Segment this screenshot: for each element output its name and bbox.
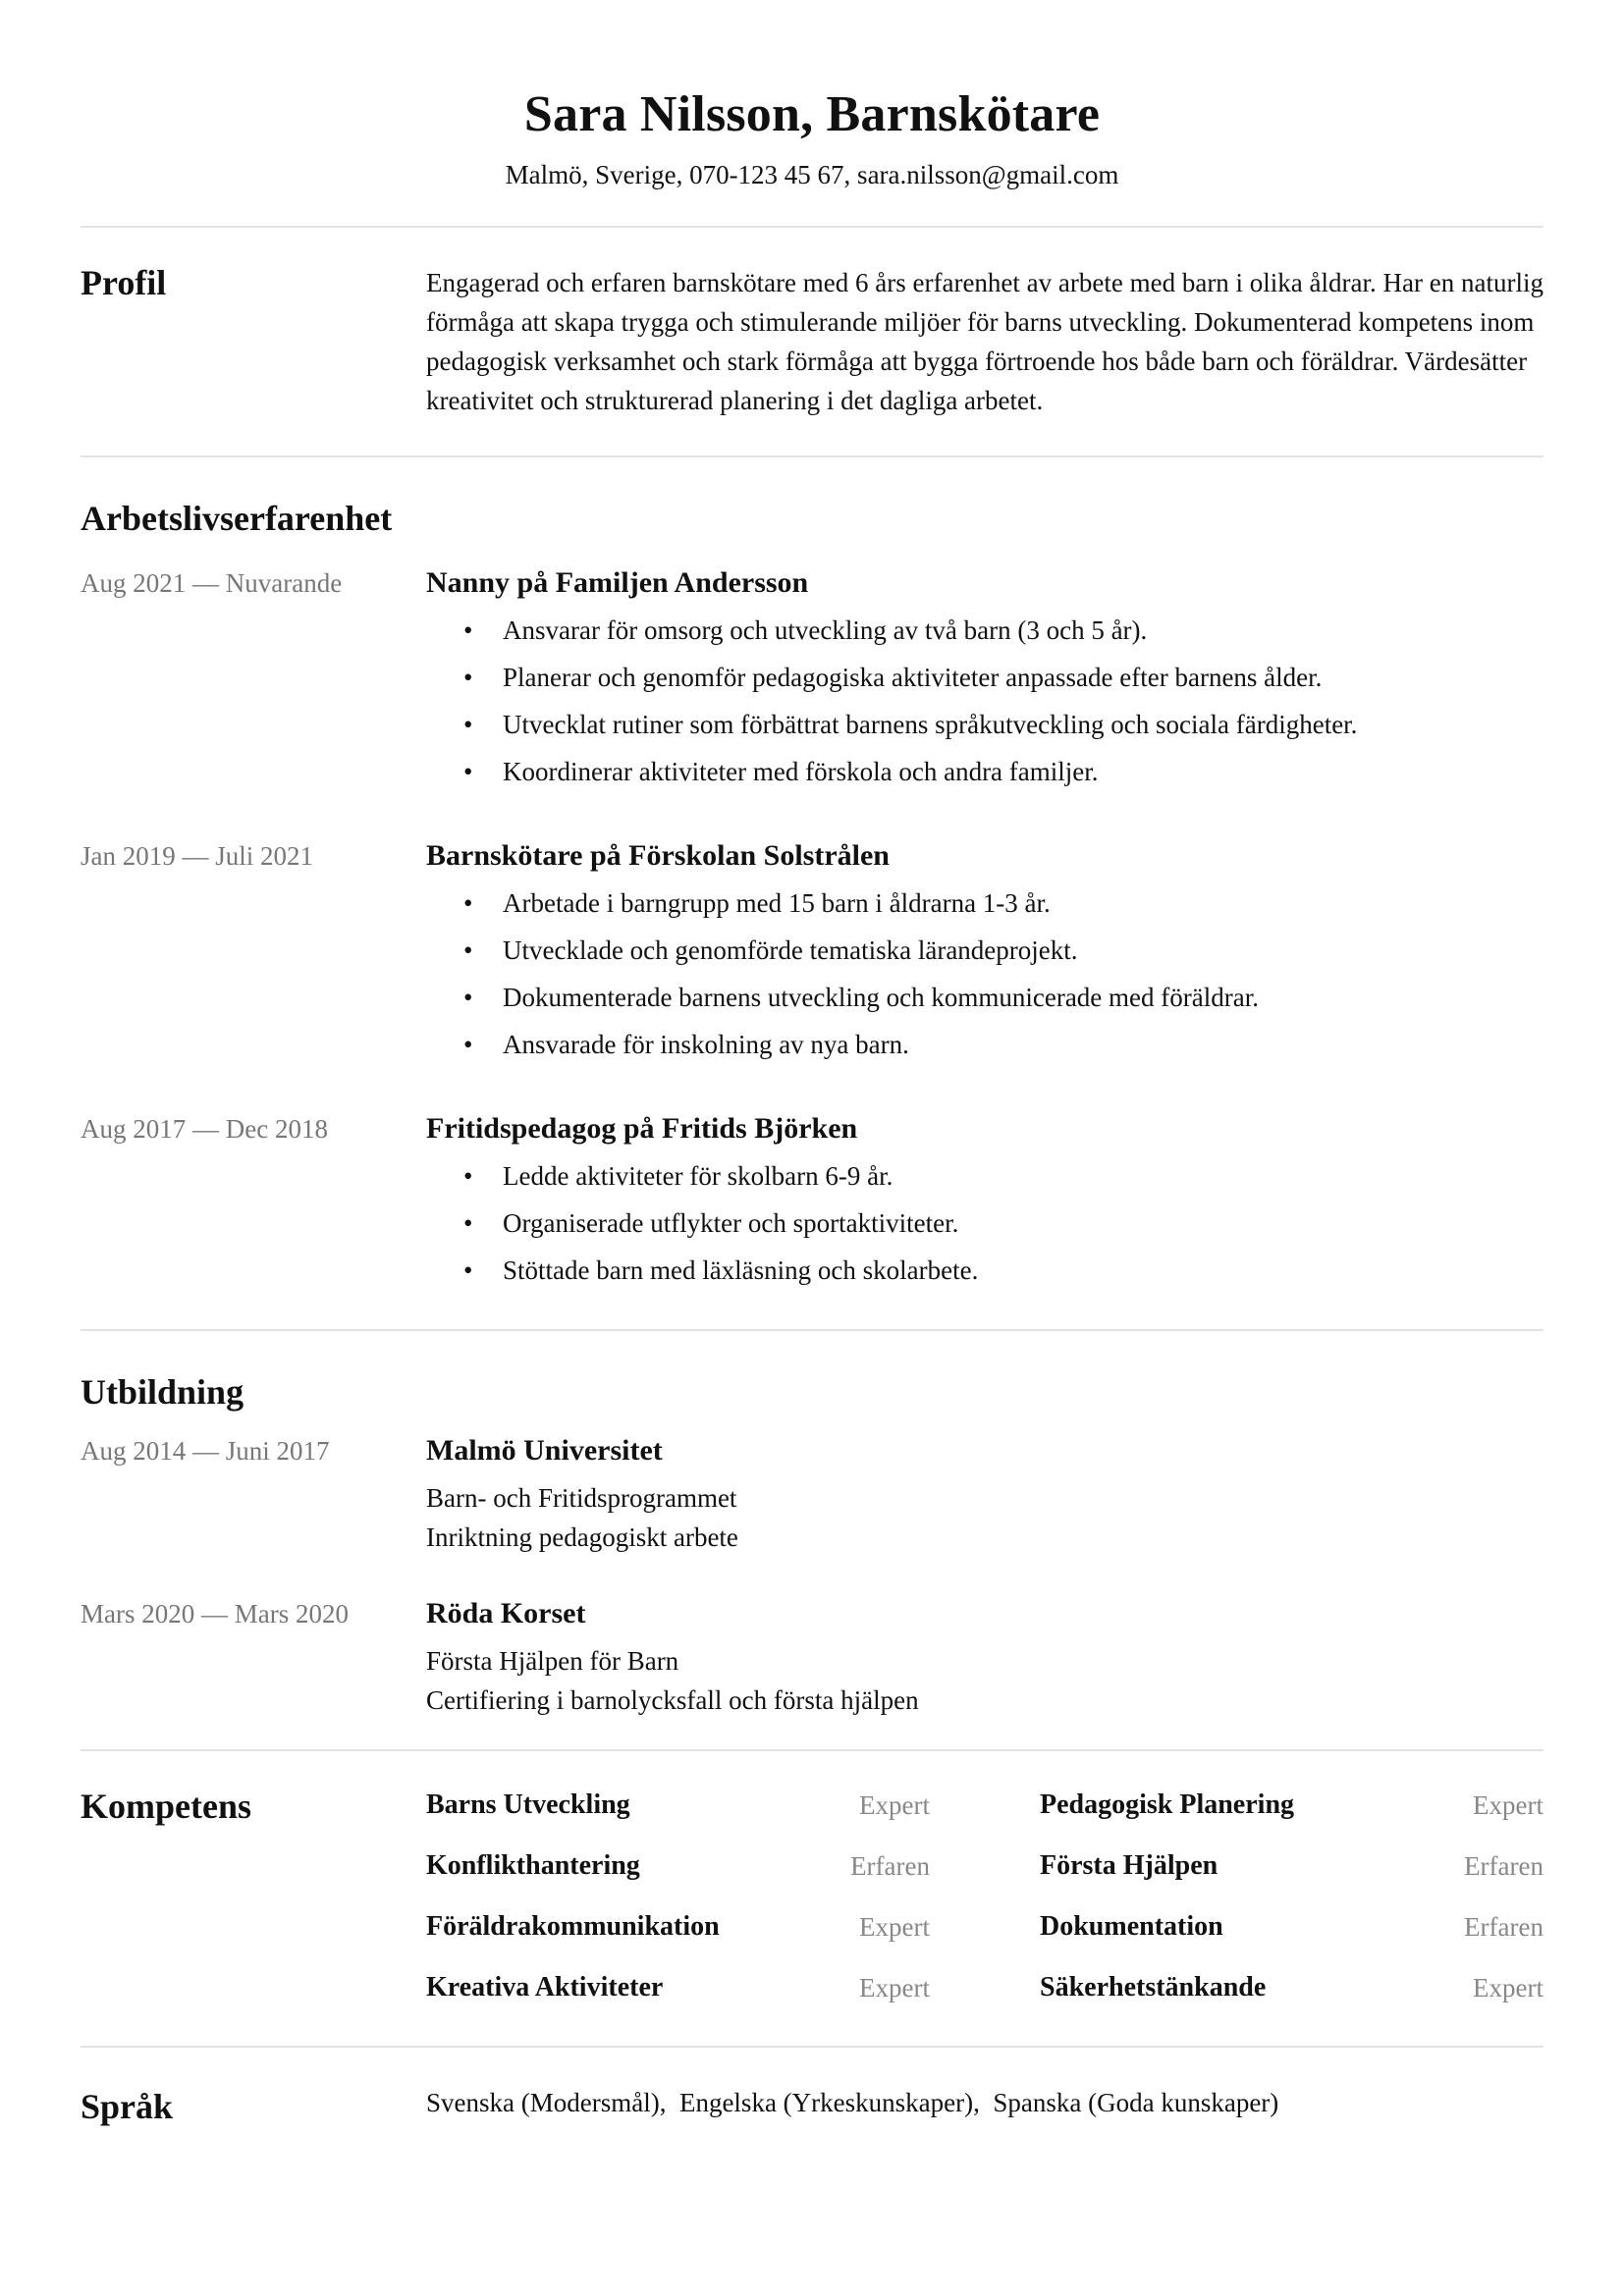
list-item: • Stöttade barn med läxläsning och skolarbete. (463, 1247, 1543, 1294)
skill-level: Erfaren (850, 1851, 930, 1881)
education-entry (81, 1592, 1543, 1720)
program-detail: Certifiering i barnolycksfall och första hjälpen (426, 1685, 919, 1715)
education-date: Mars 2020 — Mars 2020 (81, 1599, 349, 1629)
skill-name: Konflikthantering (426, 1850, 640, 1881)
skill-item (426, 1957, 930, 2018)
skill-item (1040, 1836, 1543, 1896)
skill-level: Expert (859, 1912, 930, 1942)
education-section (81, 1331, 1543, 1749)
skill-name: Föräldrakommunikation (426, 1911, 720, 1942)
skill-level: Erfaren (1464, 1912, 1543, 1942)
job-title: Barnskötare på Förskolan Solstrålen (426, 839, 890, 872)
job-date: Jan 2019 — Juli 2021 (81, 841, 314, 871)
experience-section (81, 457, 1543, 1329)
skill-level: Expert (1473, 1973, 1543, 2002)
list-item: • Ansvarade för inskolning av nya barn. (463, 1021, 1543, 1068)
skill-item (426, 1836, 930, 1896)
profile-text: Engagerad och erfaren barnskötare med 6 års erfarenhet av arbete med barn i olika åldrar. Har en naturlig förmåga att skapa trygga och stimulerande miljöer för barns utveckling. Dokumenterad kompetens inom pedagogisk verksamhet och stark förmåga att bygga förtroende hos både barn och föräldrar. Värdesätter kreativitet och strukturerad planering i det dagliga arbetet. (426, 268, 1543, 415)
list-item: • Arbetade i barngrupp med 15 barn i åldrarna 1-3 år. (463, 880, 1543, 927)
job-entry (81, 561, 1543, 795)
list-item: • Koordinerar aktiviteter med förskola och andra familjer. (463, 748, 1543, 795)
profile-title: Profil (81, 263, 167, 302)
list-item: • Ledde aktiviteter för skolbarn 6-9 år. (463, 1152, 1543, 1200)
job-entry (81, 834, 1543, 1068)
education-title: Utbildning (81, 1372, 244, 1412)
program-detail: Inriktning pedagogiskt arbete (426, 1522, 738, 1552)
experience-title: Arbetslivserfarenhet (81, 499, 393, 538)
list-item: • Planerar och genomför pedagogiska aktiviteter anpassade efter barnens ålder. (463, 654, 1543, 701)
school-name: Röda Korset (426, 1597, 586, 1629)
skill-level: Erfaren (1464, 1851, 1543, 1881)
skills-section (81, 1751, 1543, 2046)
resume-header (81, 0, 1543, 192)
school-name: Malmö Universitet (426, 1434, 663, 1467)
list-item: • Organiserade utflykter och sportaktiviteter. (463, 1200, 1543, 1247)
language-item: Spanska (Goda kunskaper) (993, 2088, 1279, 2117)
education-date: Aug 2014 — Juni 2017 (81, 1436, 330, 1466)
skill-item (1040, 1775, 1543, 1836)
languages-section (81, 2048, 1543, 2130)
program-name: Första Hjälpen för Barn (426, 1646, 679, 1676)
languages-list: Svenska (Modersmål), Engelska (Yrkeskunskaper), Spanska (Goda kunskaper) (426, 2088, 1279, 2117)
skill-name: Dokumentation (1040, 1911, 1223, 1942)
job-bullets (426, 1152, 1543, 1294)
list-item: • Dokumenterade barnens utveckling och kommunicerade med föräldrar. (463, 974, 1543, 1021)
program-name: Barn- och Fritidsprogrammet (426, 1483, 737, 1513)
skill-name: Kreativa Aktiviteter (426, 1972, 664, 2002)
skill-item (426, 1896, 930, 1957)
languages-title: Språk (81, 2087, 174, 2126)
job-date: Aug 2017 — Dec 2018 (81, 1114, 328, 1144)
job-entry (81, 1107, 1543, 1294)
skill-item (426, 1775, 930, 1836)
list-item: • Utvecklade och genomförde tematiska lärandeprojekt. (463, 927, 1543, 974)
profile-section (81, 228, 1543, 455)
skill-level: Expert (859, 1790, 930, 1820)
candidate-name: Sara Nilsson, Barnskötare (523, 86, 1101, 142)
job-title: Fritidspedagog på Fritids Björken (426, 1112, 858, 1145)
skills-title: Kompetens (81, 1787, 251, 1826)
contact-info: Malmö, Sverige, 070-123 45 67, sara.nilsson@gmail.com (505, 160, 1119, 189)
list-item: • Utvecklat rutiner som förbättrat barnens språkutveckling och sociala färdigheter. (463, 701, 1543, 748)
language-item: Svenska (Modersmål) (426, 2088, 660, 2117)
skill-name: Barns Utveckling (426, 1789, 630, 1820)
language-item: Engelska (Yrkeskunskaper) (678, 2088, 974, 2117)
skills-grid (426, 1775, 1543, 2018)
skill-item (1040, 1957, 1543, 2018)
job-bullets (426, 880, 1543, 1068)
skill-name: Pedagogisk Planering (1040, 1789, 1295, 1820)
skill-level: Expert (1473, 1790, 1543, 1820)
skill-name: Säkerhetstänkande (1040, 1972, 1267, 2002)
skill-name: Första Hjälpen (1040, 1850, 1218, 1881)
skill-item (1040, 1896, 1543, 1957)
education-entry (81, 1429, 1543, 1557)
job-date: Aug 2021 — Nuvarande (81, 568, 343, 598)
list-item: • Ansvarar för omsorg och utveckling av två barn (3 och 5 år). (463, 607, 1543, 654)
job-title: Nanny på Familjen Andersson (426, 566, 809, 599)
job-bullets (426, 607, 1543, 795)
skill-level: Expert (859, 1973, 930, 2002)
